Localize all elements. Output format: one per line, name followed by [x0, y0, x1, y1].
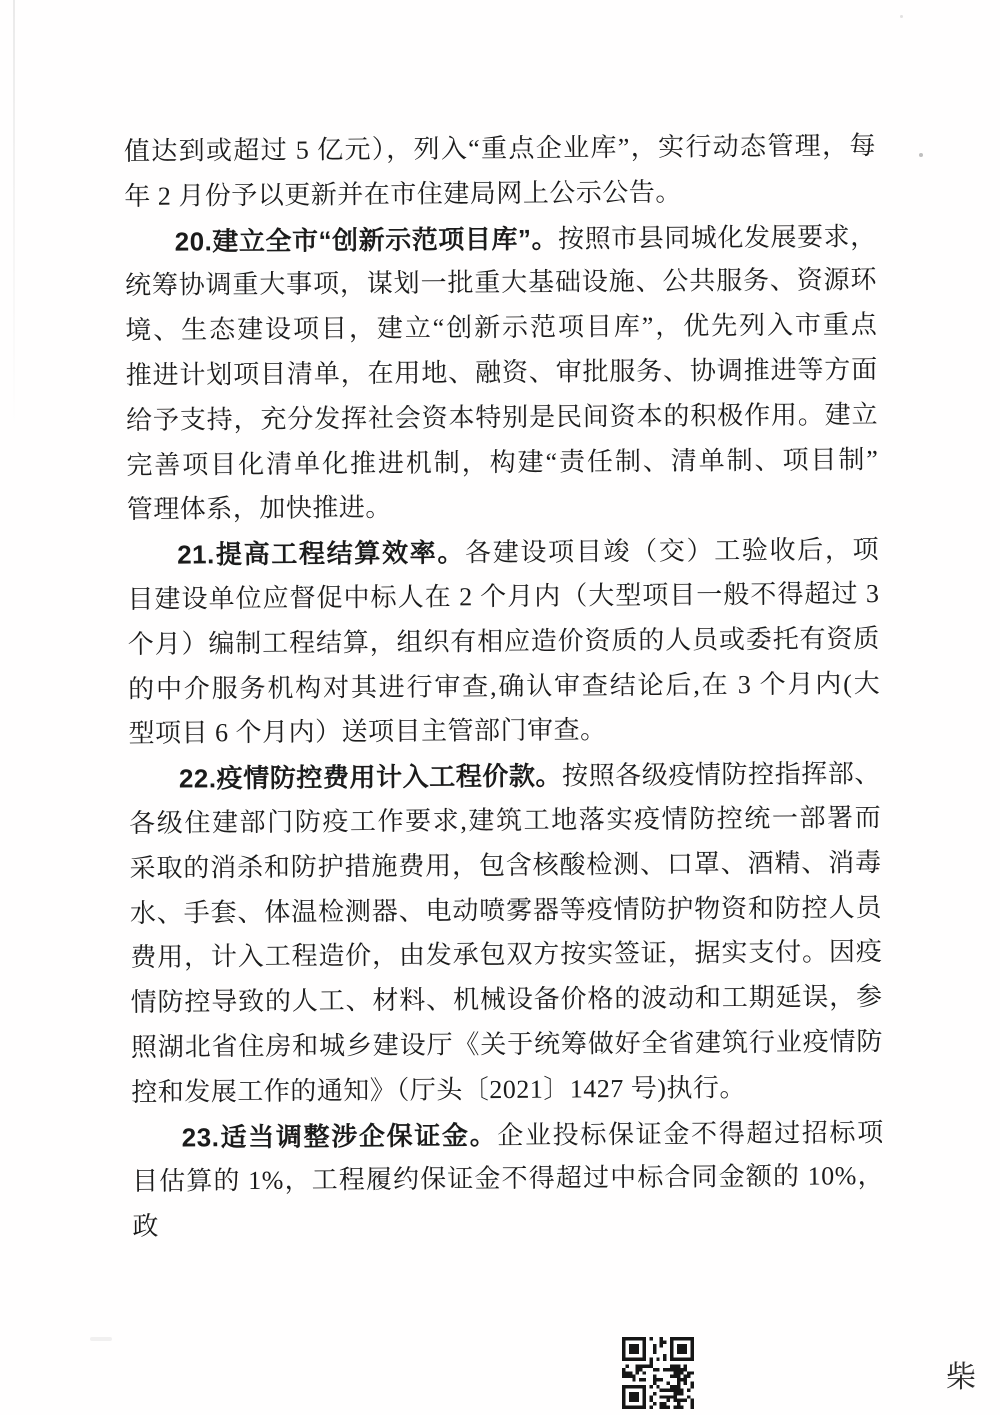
paragraph-heading: 23.适当调整涉企保证金。 — [181, 1119, 498, 1153]
paragraph-text: 给予支持，充分发挥社会资本特别是民间资本的积极作用。建立 — [125, 399, 879, 435]
text-line — [131, 1020, 883, 1071]
text-line — [127, 482, 879, 533]
paragraph-text: 管理体系，加快推进。 — [126, 493, 392, 525]
scan-speck — [900, 15, 903, 18]
text-line — [128, 706, 880, 757]
text-line — [128, 617, 880, 668]
paragraph-text: 目估算的 1%，工程履约保证金不得超过中标合同金额的 10%，政 — [131, 1161, 885, 1242]
text-line — [128, 662, 880, 713]
scan-smudge — [90, 1337, 112, 1341]
scan-artifact-left-edge — [13, 0, 15, 430]
paragraph-text: 费用，计入工程造价，由发承包双方按实签证，据实支付。因疫 — [130, 937, 883, 973]
paragraph-heading: 21.提高工程结算效率。 — [177, 537, 466, 570]
text-line — [126, 348, 878, 399]
paragraph-text: 控和发展工作的通知》（厅头〔2021〕1427 号)执行。 — [131, 1072, 747, 1107]
paragraph-text: 各建设项目竣（交）工验收后，项 — [464, 535, 880, 568]
text-line — [124, 169, 876, 220]
paragraph-text: 推进计划项目清单，在用地、融资、审批服务、协调推进等方面 — [125, 355, 878, 390]
text-line — [130, 886, 882, 937]
paragraph-text: 情防控导致的人工、材料、机械设备价格的波动和工期延误，参 — [130, 982, 883, 1018]
paragraph-text: 企业投标保证金不得超过招标项 — [497, 1117, 884, 1150]
paragraph-text: 值达到或超过 5 亿元），列入“重点企业库”，实行动态管理，每 — [123, 131, 877, 166]
text-line — [130, 930, 882, 981]
text-line — [129, 796, 881, 847]
text-line — [131, 1154, 885, 1242]
text-line — [125, 303, 877, 354]
paragraph-text: 目建设单位应督促中标人在 2 个月内（大型项目一般不得超过 3 — [127, 579, 880, 614]
text-line — [126, 438, 878, 489]
text-line — [127, 527, 879, 578]
text-line — [127, 572, 879, 623]
paragraph-text: 各级住建部门防疫工作要求,建筑工地落实疫情防控统一部署而 — [129, 802, 882, 838]
text-line — [131, 1065, 883, 1116]
text-line — [124, 124, 876, 175]
document-text-block — [123, 124, 885, 1242]
text-line — [126, 393, 878, 444]
text-line — [129, 751, 881, 802]
text-line — [124, 214, 876, 265]
paragraph-text: 年 2 月份予以更新并在市住建局网上公示公告。 — [124, 177, 682, 211]
text-line — [132, 1110, 884, 1161]
paragraph-text: 型项目 6 个月内）送项目主管部门审查。 — [128, 715, 607, 749]
text-line — [125, 258, 877, 309]
qr-code — [622, 1337, 694, 1409]
text-line — [129, 841, 881, 892]
paragraph-text: 采取的消杀和防护措施费用，包含核酸检测、口罩、酒精、消毒 — [129, 847, 882, 883]
paragraph-text: 照湖北省住房和城乡建设厅《关于统筹做好全省建筑行业疫情防 — [130, 1026, 884, 1062]
text-line — [130, 975, 882, 1026]
paragraph-text: 按照各级疫情防控指挥部、 — [561, 759, 881, 791]
paragraph-text: 境、生态建设项目，建立“创新示范项目库”，优先列入市重点 — [125, 310, 878, 346]
paragraph-text: 统筹协调重大事项，谋划一批重大基础设施、公共服务、资源环 — [124, 265, 878, 301]
paragraph-text: 按照市县同城化发展要求， — [557, 221, 877, 254]
page-side-mark: 柴 — [946, 1361, 976, 1394]
paragraph-text: 水、手套、体温检测器、电动喷雾器等疫情防护物资和防控人员 — [129, 892, 883, 928]
paragraph-heading: 22.疫情防控费用计入工程价款。 — [178, 760, 563, 794]
paragraph-text: 完善项目化清单化推进机制，构建“责任制、清单制、项目制” — [126, 444, 879, 480]
paragraph-text: 的中介服务机构对其进行审查,确认审查结论后,在 3 个月内(大 — [128, 668, 881, 704]
scan-speck — [919, 153, 923, 157]
paragraph-text: 个月）编制工程结算，组织有相应造价资质的人员或委托有资质 — [127, 623, 880, 659]
paragraph-heading: 20.建立全市“创新示范项目库”。 — [174, 223, 559, 257]
